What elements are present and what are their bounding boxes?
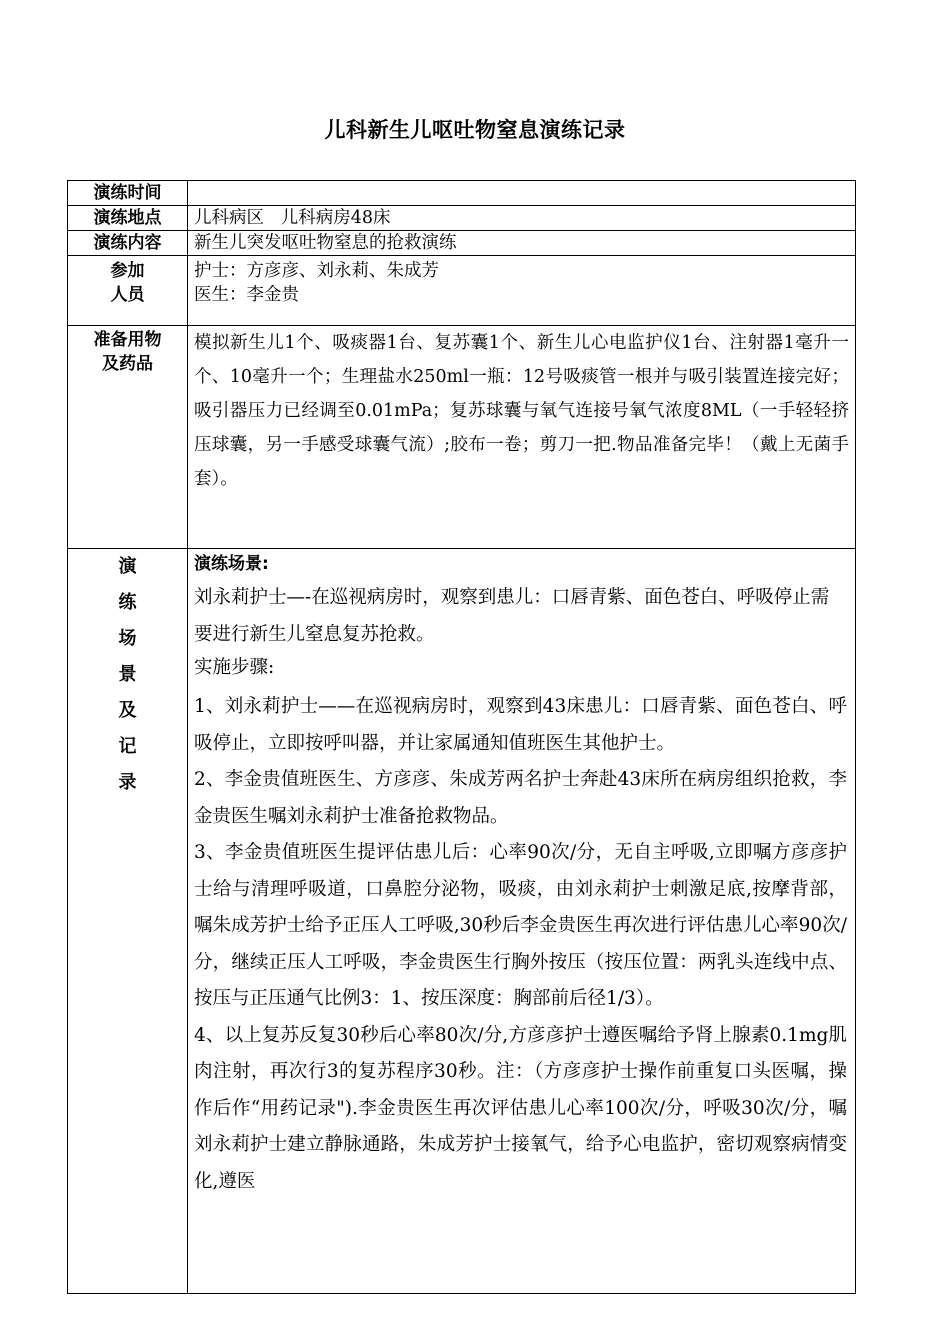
participants-label-line2: 人员 <box>110 285 145 305</box>
scene-heading: 演练场景: <box>194 554 269 574</box>
step-item: 4、以上复苏反复30秒后心率80次/分,方彦彦护士遵医嘱给予肾上腺素0.1mg肌肉注射，再次行3的复苏程序30秒。注：（方彦彦护士操作前重复口头医嘱，操作后作“用药记录").李金贵医生再次评估患儿心率100次/分，呼吸30次/分，嘱刘永莉护士建立静脉通路，朱成芳护士接氧气，给予心电监护，密切观察病情变化,遵医 <box>194 1024 847 1192</box>
row-drill-place <box>68 206 856 231</box>
drill-place-label: 演练地点 <box>68 206 188 231</box>
step-item: 1、刘永莉护士——在巡视病房时，观察到43床患儿：口唇青紫、面色苍白、呼吸停止，立即按呼叫器，并让家属通知值班医生其他护士。 <box>194 696 847 754</box>
row-drill-time <box>68 181 856 206</box>
participants-label-line1: 参加 <box>110 261 145 281</box>
scene-label-char: 及 <box>118 700 137 721</box>
supplies-label <box>68 326 188 549</box>
supplies-label-line1: 准备用物 <box>93 330 162 350</box>
scene-label-char: 录 <box>118 772 137 793</box>
scene-label-char: 练 <box>118 592 137 613</box>
supplies-value: 模拟新生儿1个、吸痰器1台、复苏囊1个、新生儿心电监护仪1台、注射器1毫升一个、10毫升一个；生理盐水250ml一瓶：12号吸痰管一根并与吸引装置连接完好；吸引器压力已经调至0.01mPa；复苏球囊与氧气连接号氧气浓度8ML（一手轻轻挤压球囊，另一手感受球囊气流）;胶布一卷；剪刀一把.物品准备完毕！（戴上无菌手套）。 <box>188 326 856 549</box>
supplies-label-line2: 及药品 <box>102 354 153 374</box>
page-title: 儿科新生儿呕吐物窒息演练记录 <box>324 118 626 142</box>
drill-content-value: 新生儿突发呕吐物窒息的抢救演练 <box>188 231 856 256</box>
steps-list <box>194 689 847 1200</box>
participants-value <box>188 256 856 326</box>
row-scene-record <box>68 549 856 1294</box>
row-participants <box>68 256 856 326</box>
scene-record-value <box>188 549 856 1294</box>
participants-nurses: 护士：方彦彦、刘永莉、朱成芳 <box>194 261 439 281</box>
scene-label-char: 记 <box>118 736 137 757</box>
participants-doctors: 医生：李金贵 <box>194 285 299 305</box>
scene-record-label-chars <box>74 549 181 801</box>
drill-place-value: 儿科病区 儿科病房48床 <box>188 206 856 231</box>
drill-record-table <box>67 180 856 1294</box>
scene-label-char: 演 <box>118 556 137 577</box>
scene-label-char: 场 <box>118 628 137 649</box>
drill-time-value <box>188 181 856 206</box>
scene-label-char: 景 <box>118 664 137 685</box>
row-supplies <box>68 326 856 549</box>
drill-time-label: 演练时间 <box>68 181 188 206</box>
drill-content-label: 演练内容 <box>68 231 188 256</box>
steps-heading: 实施步骤: <box>194 657 275 678</box>
step-item: 3、李金贵值班医生提评估患儿后：心率90次/分，无自主呼吸,立即嘱方彦彦护士给与清理呼吸道，口鼻腔分泌物，吸痰，由刘永莉护士刺激足底,按摩背部，嘱朱成芳护士给予正压人工呼吸,30秒后李金贵医生再次进行评估患儿心率90次/分，继续正压人工呼吸，李金贵医生行胸外按压（按压位置：两乳头连线中点、按压与正压通气比例3：1、按压深度：胸部前后径1/3）。 <box>194 842 847 1009</box>
row-drill-content <box>68 231 856 256</box>
participants-label <box>68 256 188 326</box>
scene-record-label <box>68 549 188 1294</box>
step-item: 2、李金贵值班医生、方彦彦、朱成芳两名护士奔赴43床所在病房组织抢救，李金贵医生嘱刘永莉护士准备抢救物品。 <box>194 769 847 827</box>
scene-intro: 刘永莉护士—-在巡视病房时，观察到患儿：口唇青紫、面色苍白、呼吸停止需要进行新生儿窒息复苏抢救。 <box>194 587 830 645</box>
